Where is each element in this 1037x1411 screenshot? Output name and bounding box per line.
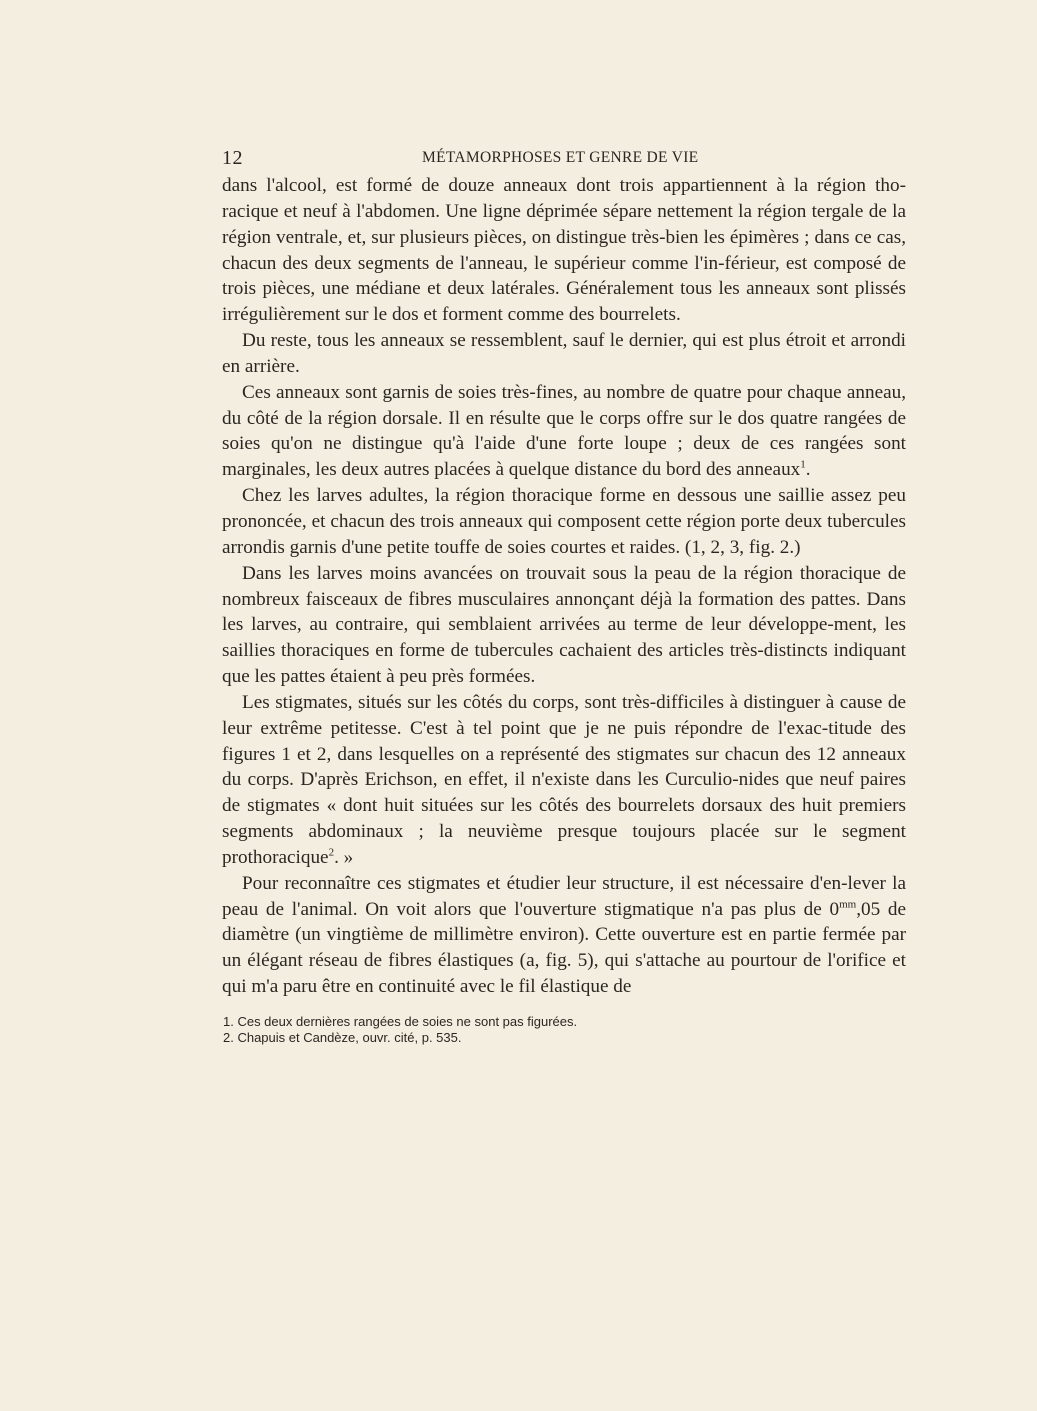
- paragraph: [222, 380, 906, 483]
- paragraph-text: ,05 de diamètre (un vingtième de millimètre environ). Cette ouverture est en partie fermée par un élégant réseau de fibres élastiques (a, fig. 5), qui s'attache au pourtour de l'orifice et qui m'a paru être en continuité avec le fil élastique de: [222, 898, 906, 998]
- paragraph-text: Ces anneaux sont garnis de soies très-fines, au nombre de quatre pour chaque anneau, du côté de la région dorsale. Il en résulte que le corps offre sur le dos quatre rangées de soies qu'on ne distingue qu'à l'aide d'une forte loupe ; deux de ces rangées sont marginales, les deux autres placées à quelque distance du bord des anneaux: [222, 381, 906, 481]
- paragraph-text: .: [805, 459, 811, 481]
- paragraph: [222, 871, 906, 1000]
- paragraph: dans l'alcool, est formé de douze anneaux dont trois appartiennent à la région tho-racique et neuf à l'abdomen. Une ligne déprimée sépare nettement la région tergale de la région ventrale, et, sur plusieurs pièces, on distingue très-bien les épimères ; dans ce cas, chacun des deux segments de l'anneau, le supérieur comme l'in-férieur, est composé de trois pièces, une médiane et deux latérales. Généralement tous les anneaux sont plissés irrégulièrement sur le dos et forment comme des bourrelets.: [222, 175, 906, 326]
- running-title: MÉTAMORPHOSES ET GENRE DE VIE: [422, 149, 699, 166]
- page-number: 12: [222, 147, 243, 169]
- paragraph: Dans les larves moins avancées on trouvait sous la peau de la région thoracique de nombreux faisceaux de fibres musculaires annonçant déjà la formation des pattes. Dans les larves, au contraire, qui semblaient arrivées au terme de leur développe-ment, les saillies thoraciques en forme de tubercules cachaient des articles très-distincts indiquant que les pattes étaient à peu près formées.: [222, 562, 906, 688]
- footnotes: [222, 1014, 906, 1046]
- body-text: [222, 173, 906, 1000]
- paragraph: Du reste, tous les anneaux se ressemblent, sauf le dernier, qui est plus étroit et arrondi en arrière.: [222, 330, 906, 377]
- footnote: 1. Ces deux dernières rangées de soies ne sont pas figurées.: [223, 1014, 578, 1029]
- paragraph: [222, 690, 906, 871]
- paragraph: Chez les larves adultes, la région thoracique forme en dessous une saillie assez peu prononcée, et chacun des trois anneaux qui composent cette région porte deux tubercules arrondis garnis d'une petite touffe de soies courtes et raides. (1, 2, 3, fig. 2.): [222, 485, 906, 558]
- book-page: [222, 143, 906, 1046]
- footnote: 2. Chapuis et Candèze, ouvr. cité, p. 535.: [223, 1030, 462, 1045]
- footnote-ref: 1: [800, 458, 806, 471]
- paragraph-text: . »: [334, 846, 354, 868]
- running-head: [222, 143, 906, 169]
- unit-superscript: mm: [839, 898, 857, 911]
- footnote-ref: 2: [328, 846, 335, 859]
- paragraph-text: Les stigmates, situés sur les côtés du corps, sont très-difficiles à distinguer à cause de leur extrême petitesse. C'est à tel point que je ne puis répondre de l'exac-titude des figures 1 et 2, dans lesquelles on a représenté des stigmates sur chacun des 12 anneaux du corps. D'après Erichson, en effet, il n'existe dans les Curculio-nides que neuf paires de stigmates « dont huit situées sur les côtés des bourrelets dorsaux des huit premiers segments abdominaux ; la neuvième presque toujours placée sur le segment prothoracique: [222, 691, 906, 868]
- paragraph-text: Pour reconnaître ces stigmates et étudier leur structure, il est nécessaire d'en-lever la peau de l'animal. On voit alors que l'ouverture stigmatique n'a pas plus de 0: [222, 872, 906, 920]
